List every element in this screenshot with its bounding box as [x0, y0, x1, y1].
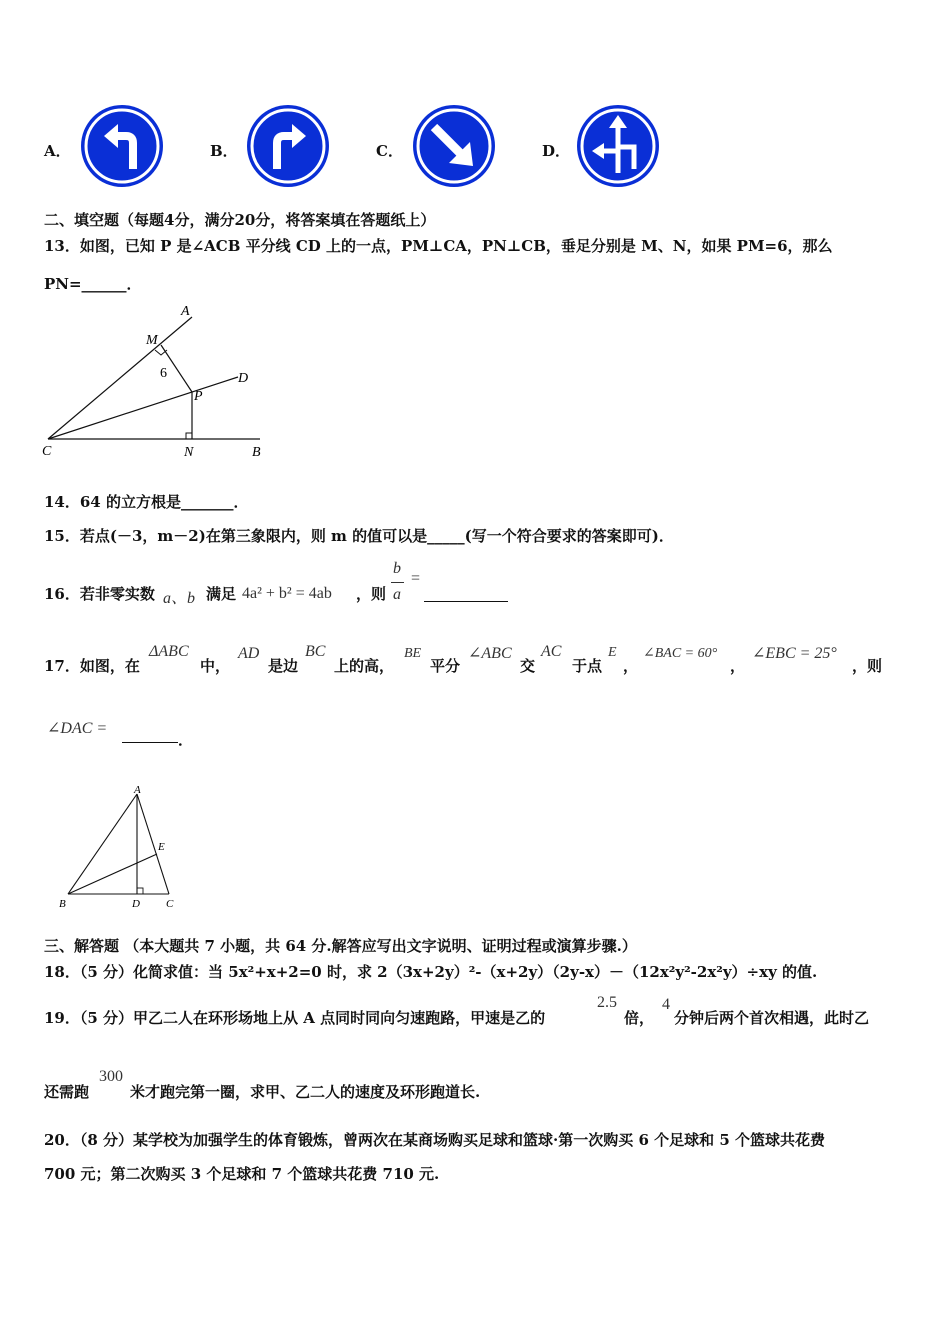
q17-ac: AC: [541, 643, 562, 660]
q13-label-n: N: [184, 445, 194, 460]
q17-angle-bac: ∠BAC = 60°: [643, 646, 718, 661]
q13-label-m: M: [146, 333, 158, 348]
q13-label-b: B: [252, 445, 261, 460]
q17-p8: ，则: [852, 657, 883, 675]
q14-text: 14．64 的立方根是_______．: [44, 493, 249, 511]
q17-ad: AD: [238, 645, 260, 662]
q17-p1: 17．如图，在: [44, 657, 140, 675]
q17-p5: 平分: [430, 657, 461, 675]
q17-p4: 上的高，: [334, 657, 395, 675]
option-b-label: B．: [210, 142, 238, 160]
q16-equation: 4a² + b² = 4ab: [242, 585, 332, 602]
q17-angle-abc: ∠ABC: [468, 645, 512, 662]
straight-or-turn-arrow-icon: [574, 103, 662, 189]
q16-equals: =: [411, 570, 421, 587]
q17-p2: 中，: [200, 657, 231, 675]
q19-p1: 19．（5 分）甲乙二人在环形场地上从 A 点同时同向匀速跑路，甲速是乙的: [44, 1009, 546, 1027]
option-a-label: A．: [44, 142, 71, 160]
q16-mid: 满足: [206, 585, 237, 603]
q13-geometry-figure: [40, 300, 280, 465]
q17-angle-dac: ∠DAC =: [47, 720, 108, 737]
q17-triangle-abc: ΔABC: [149, 643, 189, 660]
turn-left-arrow-icon: [78, 103, 166, 189]
q20-text-line1: 20．（8 分）某学校为加强学生的体育锻炼，曾两次在某商场购买足球和篮球·第一次购买 6 个足球和 5 个篮球共花费: [44, 1131, 826, 1149]
q19-p5: 米才跑完第一圈，求甲、乙二人的速度及环形跑道长.: [130, 1083, 481, 1101]
q17-end: ．: [178, 731, 194, 749]
option-c-label: C．: [376, 142, 403, 160]
q19-value-2-5: 2.5: [597, 994, 617, 1011]
q19-p4: 还需跑: [44, 1083, 90, 1101]
q17-label-b: B: [59, 898, 66, 910]
q17-angle-ebc: ∠EBC = 25°: [752, 645, 837, 662]
q19-p3: 分钟后两个首次相遇，此时乙: [674, 1009, 870, 1027]
down-right-arrow-icon: [410, 103, 498, 189]
q17-label-c: C: [166, 898, 174, 910]
q18-text: 18．（5 分）化简求值：当 5x²+x+2=0 时，求 2（3x+2y）²-（x+2y）（2y-x）－（12x²y²-2x²y）÷xy 的值.: [44, 963, 818, 981]
q17-p7: 于点: [572, 657, 603, 675]
q20-text-line2: 700 元；第二次购买 3 个足球和 7 个篮球共花费 710 元.: [44, 1165, 440, 1183]
q16-fraction-numerator: b: [393, 560, 401, 577]
q13-text-line2: PN=______．: [44, 275, 142, 293]
q17-bc: BC: [305, 643, 326, 660]
q17-comma1: ，: [623, 657, 639, 675]
q17-comma2: ，: [730, 657, 746, 675]
q16-fraction-denominator: a: [393, 586, 401, 603]
q13-label-p: P: [194, 389, 203, 404]
q19-value-4: 4: [662, 996, 670, 1013]
q17-triangle-figure: [54, 784, 194, 914]
q19-p2: 倍，: [624, 1009, 655, 1027]
q16-answer-blank: [424, 601, 508, 602]
q16-fraction-bar: [391, 582, 404, 583]
q19-value-300: 300: [99, 1068, 123, 1085]
section-2-title: 二、填空题（每题4分，满分20分，将答案填在答题纸上）: [44, 211, 436, 229]
q16-vars: a、b: [163, 590, 196, 607]
q13-label-6: 6: [160, 366, 167, 381]
q13-text-line1: 13．如图，已知 P 是∠ACB 平分线 CD 上的一点，PM⊥CA，PN⊥CB，垂足分别是 M、N，如果 PM=6，那么: [44, 237, 833, 255]
q13-label-d: D: [238, 371, 249, 386]
q13-label-a: A: [181, 304, 190, 319]
q16-prefix: 16．若非零实数: [44, 585, 155, 603]
q17-label-e: E: [158, 841, 165, 853]
q15-text: 15．若点(－3，m－2)在第三象限内，则 m 的值可以是_____(写一个符合要求的答案即可)．: [44, 527, 674, 545]
q13-label-c: C: [42, 444, 52, 459]
q17-be: BE: [404, 646, 422, 661]
q17-answer-blank: [122, 742, 178, 743]
option-d-label: D．: [542, 142, 571, 160]
q17-p3: 是边: [268, 657, 299, 675]
q17-label-a: A: [134, 784, 141, 796]
q17-point-e: E: [608, 645, 617, 660]
q17-label-d: D: [132, 898, 140, 910]
turn-right-arrow-icon: [244, 103, 332, 189]
section-3-title: 三、解答题 （本大题共 7 小题，共 64 分.解答应写出文字说明、证明过程或演算步骤.）: [44, 937, 637, 955]
q17-p6: 交: [520, 657, 536, 675]
q16-then: ，则: [356, 585, 387, 603]
